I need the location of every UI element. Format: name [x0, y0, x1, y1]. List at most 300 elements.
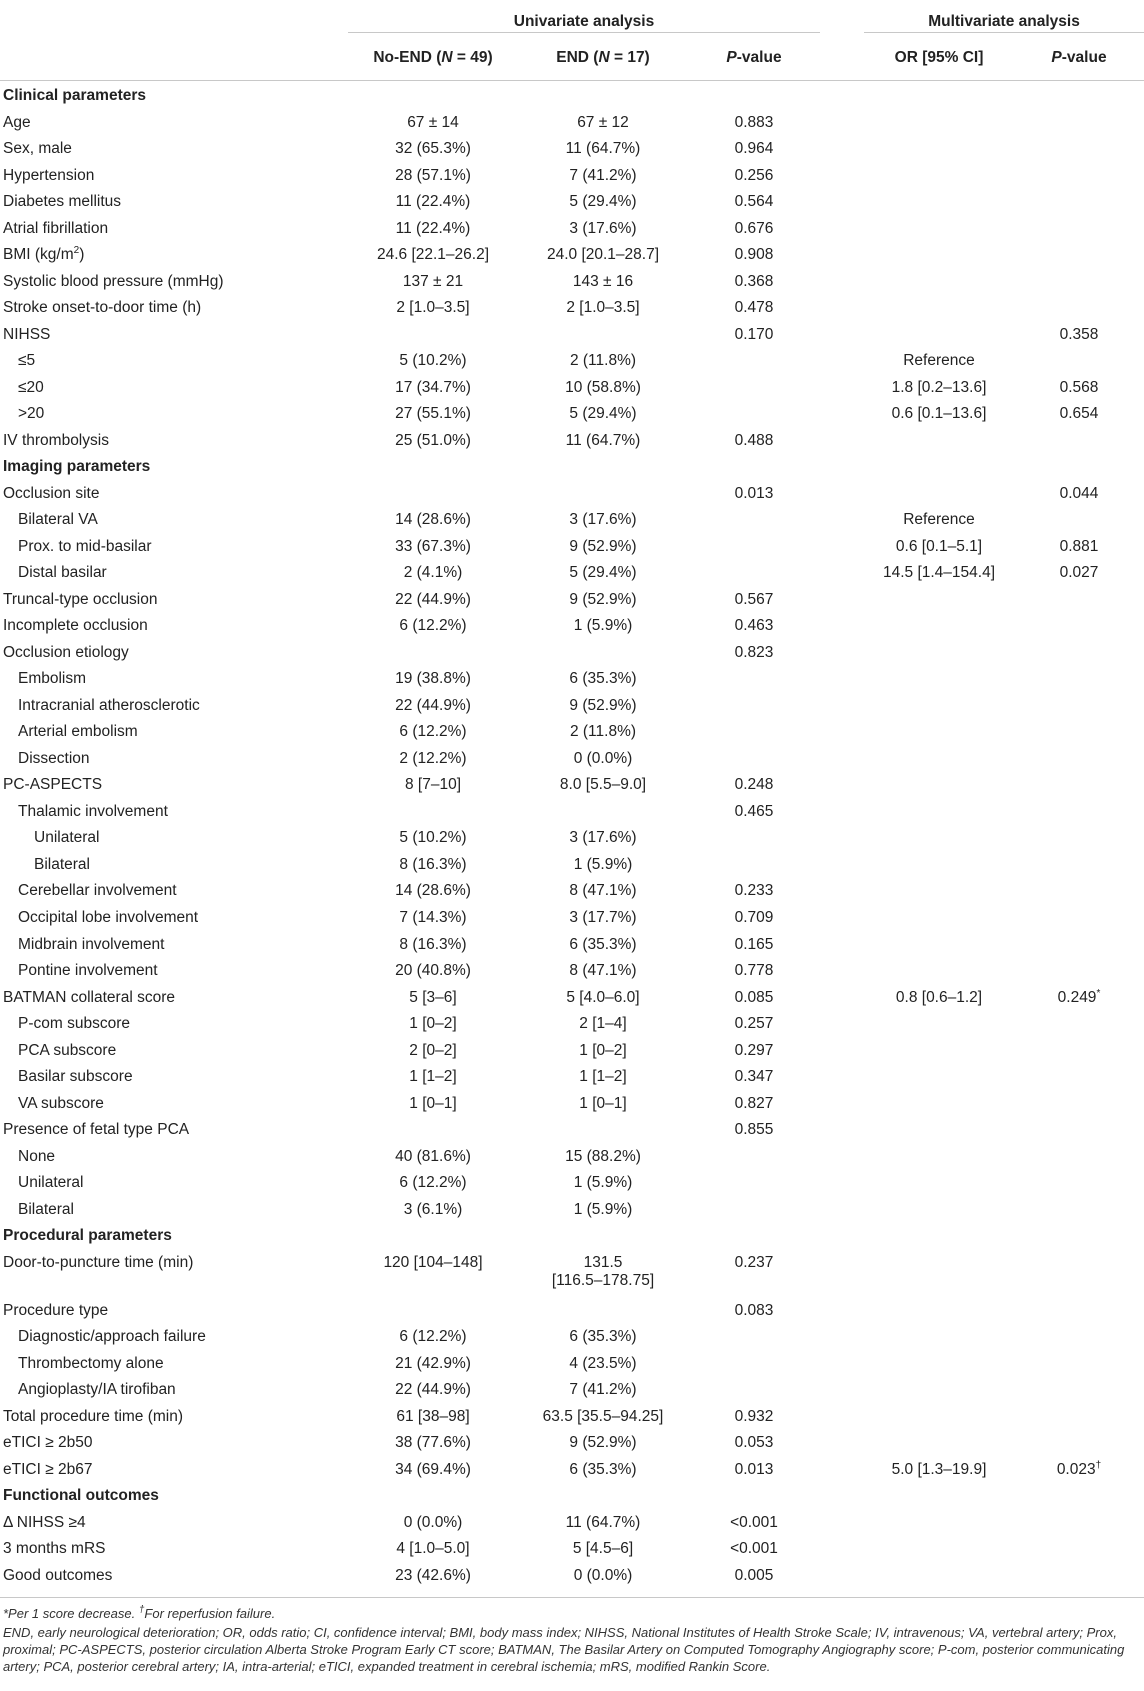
cell-pvalue-multi — [1014, 776, 1144, 803]
cell-pvalue-multi — [1014, 856, 1144, 883]
cell-pvalue: 0.237 — [734, 1253, 774, 1271]
row-label: BATMAN collateral score — [3, 988, 175, 1006]
cell-pvalue — [688, 564, 820, 591]
cell-or — [864, 1328, 1014, 1355]
empty-cell — [820, 856, 864, 883]
table-row — [0, 776, 1144, 803]
section-header-row — [0, 458, 1144, 485]
table-row — [0, 962, 1144, 989]
cell-noend: 14 (28.6%) — [395, 511, 471, 529]
table-row — [0, 1408, 1144, 1435]
cell-end: 1 [1–2] — [579, 1068, 627, 1086]
cell-end: 5 (29.4%) — [569, 405, 637, 423]
row-label: Incomplete occlusion — [3, 617, 148, 635]
table-row — [0, 936, 1144, 963]
cell-noend: 40 (81.6%) — [395, 1147, 471, 1165]
cell-or — [864, 273, 1014, 300]
cell-or: Reference — [903, 352, 975, 370]
row-label: Diagnostic/approach failure — [18, 1328, 206, 1346]
table-row — [0, 1095, 1144, 1122]
cell-pvalue: 0.257 — [734, 1015, 774, 1033]
empty-cell — [820, 326, 864, 353]
cell-or — [864, 1068, 1014, 1095]
univariate-header: Univariate analysis — [348, 8, 820, 36]
table-row — [0, 989, 1144, 1016]
empty-cell — [1014, 458, 1144, 485]
row-label: Occlusion site — [3, 484, 100, 502]
empty-cell — [820, 1355, 864, 1382]
empty-cell — [820, 1540, 864, 1567]
cell-noend: 4 [1.0–5.0] — [396, 1540, 470, 1558]
cell-or — [864, 909, 1014, 936]
cell-end: 15 (88.2%) — [565, 1147, 641, 1165]
cell-end: 1 (5.9%) — [573, 617, 633, 635]
table-row — [0, 856, 1144, 883]
cell-pvalue: 0.478 — [734, 299, 774, 317]
cell-pvalue-multi — [1014, 1201, 1144, 1228]
cell-pvalue-multi — [1014, 299, 1144, 326]
cell-end: 7 (41.2%) — [569, 1381, 637, 1399]
cell-end: 9 (52.9%) — [569, 537, 637, 555]
empty-cell — [820, 750, 864, 777]
cell-end: 2 (11.8%) — [569, 723, 637, 741]
cell-noend — [348, 485, 518, 512]
table-row — [0, 750, 1144, 777]
cell-end: 67 ± 12 — [577, 113, 629, 131]
col-header-end: END (N = 17) — [556, 49, 650, 66]
cell-or — [864, 167, 1014, 194]
row-label: Unilateral — [18, 1174, 84, 1192]
cell-end: 3 (17.7%) — [569, 908, 637, 926]
cell-pvalue: 0.233 — [734, 882, 774, 900]
empty-cell — [820, 936, 864, 963]
cell-pvalue: 0.823 — [734, 643, 774, 661]
row-label: Arterial embolism — [18, 723, 138, 741]
section-title: Clinical parameters — [3, 87, 147, 104]
cell-or: 0.6 [0.1–5.1] — [895, 537, 983, 555]
section-header-row — [0, 81, 1144, 114]
empty-cell — [820, 432, 864, 459]
cell-pvalue: 0.347 — [734, 1068, 774, 1086]
cell-end: 3 (17.6%) — [569, 511, 637, 529]
empty-cell — [820, 989, 864, 1016]
cell-noend: 25 (51.0%) — [395, 431, 471, 449]
cell-noend — [348, 1302, 518, 1329]
empty-cell — [820, 140, 864, 167]
col-header-noend: No-END (N = 49) — [373, 49, 493, 66]
table-body — [0, 81, 1144, 1598]
table-row — [0, 1015, 1144, 1042]
row-label: >20 — [18, 405, 45, 423]
cell-pvalue-multi — [1014, 1121, 1144, 1148]
empty-cell — [820, 1408, 864, 1435]
table-row — [0, 273, 1144, 300]
empty-cell — [518, 1227, 688, 1254]
empty-cell — [820, 1328, 864, 1355]
cell-noend: 8 (16.3%) — [399, 935, 467, 953]
cell-end: 1 (5.9%) — [573, 1174, 633, 1192]
row-label: Intracranial atherosclerotic — [18, 696, 200, 714]
table-row — [0, 1121, 1144, 1148]
empty-cell — [1014, 1227, 1144, 1254]
col-header-or: OR [95% CI] — [894, 49, 984, 66]
cell-pvalue-multi — [1014, 273, 1144, 300]
cell-pvalue-multi: 0.654 — [1059, 405, 1099, 423]
row-label: ≤5 — [18, 352, 36, 370]
results-table — [0, 8, 1144, 1598]
empty-cell — [820, 485, 864, 512]
cell-pvalue-multi — [1014, 1381, 1144, 1408]
cell-pvalue-multi — [1014, 220, 1144, 247]
cell-end: 5 (29.4%) — [569, 193, 637, 211]
cell-noend: 19 (38.8%) — [395, 670, 471, 688]
table-row — [0, 1068, 1144, 1095]
cell-pvalue: 0.083 — [734, 1301, 774, 1319]
cell-pvalue-multi — [1014, 962, 1144, 989]
cell-noend: 6 (12.2%) — [399, 1328, 467, 1346]
cell-pvalue — [688, 1381, 820, 1408]
cell-end: 11 (64.7%) — [565, 1513, 641, 1531]
table-row — [0, 670, 1144, 697]
table-row — [0, 1355, 1144, 1382]
cell-pvalue: 0.908 — [734, 246, 774, 264]
cell-pvalue: 0.964 — [734, 140, 774, 158]
table-row — [0, 1254, 1144, 1302]
cell-or — [864, 882, 1014, 909]
empty-cell — [820, 1461, 864, 1488]
cell-pvalue-multi — [1014, 1408, 1144, 1435]
empty-cell — [820, 962, 864, 989]
cell-pvalue-multi: 0.044 — [1059, 484, 1099, 502]
empty-cell — [820, 379, 864, 406]
cell-pvalue: 0.165 — [734, 935, 774, 953]
cell-noend: 8 [7–10] — [404, 776, 462, 794]
cell-or — [864, 1434, 1014, 1461]
table-row — [0, 644, 1144, 671]
empty-cell — [820, 1567, 864, 1598]
cell-pvalue-multi — [1014, 352, 1144, 379]
cell-noend: 11 (22.4%) — [395, 219, 471, 237]
empty-cell — [820, 776, 864, 803]
cell-pvalue — [688, 1148, 820, 1175]
cell-noend — [348, 644, 518, 671]
empty-cell — [820, 617, 864, 644]
table-row — [0, 617, 1144, 644]
cell-end: 2 (11.8%) — [569, 352, 637, 370]
cell-or — [864, 776, 1014, 803]
cell-or — [864, 1540, 1014, 1567]
table-row — [0, 1514, 1144, 1541]
row-label: Angioplasty/IA tirofiban — [18, 1381, 176, 1399]
row-label: Sex, male — [3, 140, 72, 158]
row-label: Occlusion etiology — [3, 643, 129, 661]
empty-cell — [820, 1514, 864, 1541]
cell-or — [864, 1095, 1014, 1122]
empty-cell — [820, 1434, 864, 1461]
cell-end: 3 (17.6%) — [569, 829, 637, 847]
empty-cell — [820, 644, 864, 671]
cell-noend: 23 (42.6%) — [395, 1566, 471, 1584]
empty-cell — [820, 1227, 864, 1254]
table-row — [0, 405, 1144, 432]
row-label: 3 months mRS — [3, 1540, 106, 1558]
cell-pvalue-multi — [1014, 909, 1144, 936]
table-row — [0, 1434, 1144, 1461]
empty-cell — [820, 723, 864, 750]
cell-noend — [348, 1121, 518, 1148]
cell-end — [518, 326, 688, 353]
cell-end: 4 (23.5%) — [569, 1354, 637, 1372]
table-row — [0, 1302, 1144, 1329]
cell-noend: 21 (42.9%) — [395, 1354, 471, 1372]
cell-noend: 20 (40.8%) — [395, 962, 471, 980]
cell-pvalue-multi — [1014, 644, 1144, 671]
empty-cell — [820, 803, 864, 830]
cell-pvalue: 0.463 — [734, 617, 774, 635]
empty-cell — [820, 1174, 864, 1201]
cell-pvalue-multi — [1014, 1355, 1144, 1382]
cell-or — [864, 617, 1014, 644]
cell-end: 6 (35.3%) — [569, 935, 637, 953]
cell-noend: 6 (12.2%) — [399, 617, 467, 635]
empty-cell — [518, 81, 688, 114]
footnote-symbols: *Per 1 score decrease. †For reperfusion failure. — [3, 1604, 276, 1621]
table-row — [0, 909, 1144, 936]
table-row — [0, 379, 1144, 406]
row-label: Bilateral VA — [18, 511, 98, 529]
row-label: Total procedure time (min) — [3, 1407, 184, 1425]
row-label: PC-ASPECTS — [3, 776, 103, 794]
cell-pvalue: 0.013 — [734, 484, 774, 502]
table-row — [0, 1201, 1144, 1228]
cell-or — [864, 432, 1014, 459]
empty-cell — [820, 697, 864, 724]
cell-noend: 27 (55.1%) — [395, 405, 471, 423]
empty-cell — [820, 220, 864, 247]
cell-or — [864, 1355, 1014, 1382]
row-label: Hypertension — [3, 166, 95, 184]
cell-or — [864, 326, 1014, 353]
cell-or — [864, 936, 1014, 963]
cell-end: 0 (0.0%) — [573, 1566, 633, 1584]
cell-pvalue-multi — [1014, 882, 1144, 909]
cell-noend: 14 (28.6%) — [395, 882, 471, 900]
empty-cell — [820, 1254, 864, 1302]
cell-pvalue — [688, 1174, 820, 1201]
cell-end: 8 (47.1%) — [569, 882, 637, 900]
cell-noend: 2 [1.0–3.5] — [396, 299, 470, 317]
empty-cell — [820, 273, 864, 300]
empty-cell — [820, 167, 864, 194]
cell-noend: 5 (10.2%) — [399, 352, 467, 370]
empty-cell — [864, 1487, 1014, 1514]
cell-pvalue: 0.778 — [734, 962, 774, 980]
cell-end: 2 [1–4] — [579, 1015, 627, 1033]
cell-noend: 61 [38–98] — [396, 1407, 470, 1425]
cell-noend: 11 (22.4%) — [395, 193, 471, 211]
empty-cell — [820, 193, 864, 220]
row-label: Distal basilar — [18, 564, 107, 582]
table-row — [0, 882, 1144, 909]
cell-noend: 1 [0–2] — [409, 1015, 457, 1033]
cell-pvalue: 0.883 — [734, 113, 774, 131]
cell-pvalue-multi — [1014, 1148, 1144, 1175]
cell-pvalue-multi — [1014, 1068, 1144, 1095]
cell-pvalue — [688, 379, 820, 406]
section-title: Procedural parameters — [3, 1227, 172, 1245]
empty-cell — [518, 458, 688, 485]
cell-noend: 8 (16.3%) — [399, 855, 467, 873]
cell-noend: 6 (12.2%) — [399, 723, 467, 741]
row-label: Bilateral — [18, 1200, 74, 1218]
cell-or — [864, 193, 1014, 220]
cell-noend: 22 (44.9%) — [395, 1381, 471, 1399]
cell-pvalue-multi: 0.568 — [1059, 378, 1099, 396]
row-label: Atrial fibrillation — [3, 219, 109, 237]
cell-pvalue-multi — [1014, 1434, 1144, 1461]
row-label: eTICI ≥ 2b50 — [3, 1434, 93, 1452]
cell-or — [864, 1201, 1014, 1228]
empty-cell — [820, 1201, 864, 1228]
cell-pvalue — [688, 856, 820, 883]
empty-cell — [820, 670, 864, 697]
table-row — [0, 803, 1144, 830]
cell-or: 0.6 [0.1–13.6] — [891, 405, 987, 423]
row-label: Δ NIHSS ≥4 — [3, 1513, 86, 1531]
table-row — [0, 432, 1144, 459]
empty-cell — [820, 1068, 864, 1095]
cell-pvalue — [688, 405, 820, 432]
cell-noend: 33 (67.3%) — [395, 537, 471, 555]
cell-pvalue-multi — [1014, 670, 1144, 697]
cell-or — [864, 829, 1014, 856]
cell-end — [518, 1121, 688, 1148]
row-label: Thalamic involvement — [18, 802, 168, 820]
cell-or — [864, 485, 1014, 512]
cell-end: 7 (41.2%) — [569, 166, 637, 184]
cell-or — [864, 697, 1014, 724]
cell-pvalue-multi — [1014, 1540, 1144, 1567]
cell-noend: 2 (4.1%) — [403, 564, 463, 582]
cell-pvalue: 0.013 — [734, 1460, 774, 1478]
cell-pvalue: 0.085 — [734, 988, 774, 1006]
empty-cell — [864, 81, 1014, 114]
empty-cell — [820, 1302, 864, 1329]
cell-or — [864, 1408, 1014, 1435]
empty-cell — [348, 1487, 518, 1514]
table-row — [0, 299, 1144, 326]
empty-cell — [820, 1015, 864, 1042]
empty-cell — [1014, 81, 1144, 114]
empty-cell — [820, 1381, 864, 1408]
table-row — [0, 1042, 1144, 1069]
cell-noend: 38 (77.6%) — [395, 1434, 471, 1452]
empty-cell — [820, 1042, 864, 1069]
cell-pvalue-multi — [1014, 591, 1144, 618]
cell-or — [864, 1042, 1014, 1069]
cell-pvalue — [688, 538, 820, 565]
empty-cell — [820, 246, 864, 273]
cell-or — [864, 1302, 1014, 1329]
cell-pvalue-multi — [1014, 750, 1144, 777]
cell-pvalue-multi — [1014, 246, 1144, 273]
empty-cell — [820, 1148, 864, 1175]
cell-or — [864, 962, 1014, 989]
cell-pvalue-multi: 0.023† — [1056, 1459, 1102, 1478]
footnote-abbreviations: END, early neurological deterioration; OR, odds ratio; CI, confidence interval; BMI, body mass index; NIHSS, National Institutes of Health Stroke Scale; IV, intravenous; VA, vertebral artery; Prox, proximal; PC-ASPECTS, posterior circulation Alberta Stroke Program Early CT score; BATMAN, The Basilar Artery on Computed Tomography Angiography score; P-com, posterior communicating artery; PCA, posterior cerebral artery; IA, intra-arterial; eTICI, expanded treatment in cerebral ischemia; mRS, modified Rankin Score. — [3, 1625, 1125, 1674]
table-row — [0, 538, 1144, 565]
cell-noend: 1 [0–1] — [409, 1094, 457, 1112]
row-label: Pontine involvement — [18, 962, 158, 980]
cell-pvalue: 0.567 — [734, 590, 774, 608]
cell-noend: 22 (44.9%) — [395, 590, 471, 608]
table-row — [0, 697, 1144, 724]
empty-cell — [820, 909, 864, 936]
cell-pvalue: 0.248 — [734, 776, 774, 794]
row-label: Midbrain involvement — [18, 935, 165, 953]
cell-or — [864, 803, 1014, 830]
table-row — [0, 511, 1144, 538]
table-row — [0, 352, 1144, 379]
cell-pvalue-multi — [1014, 1015, 1144, 1042]
cell-pvalue — [688, 1201, 820, 1228]
table-row — [0, 485, 1144, 512]
cell-pvalue-multi — [1014, 1174, 1144, 1201]
cell-end: 0 (0.0%) — [573, 749, 633, 767]
cell-noend — [348, 326, 518, 353]
cell-or — [864, 1381, 1014, 1408]
cell-pvalue: 0.564 — [734, 193, 774, 211]
cell-end: 9 (52.9%) — [569, 590, 637, 608]
cell-pvalue-multi — [1014, 829, 1144, 856]
table-row — [0, 1148, 1144, 1175]
cell-pvalue-multi: 0.358 — [1059, 325, 1099, 343]
cell-end: 131.5 [116.5–178.75] — [551, 1253, 655, 1289]
cell-pvalue-multi — [1014, 511, 1144, 538]
section-title: Functional outcomes — [3, 1487, 159, 1505]
table-row — [0, 246, 1144, 273]
empty-cell — [688, 1227, 820, 1254]
table-row — [0, 1540, 1144, 1567]
cell-end: 8.0 [5.5–9.0] — [559, 776, 647, 794]
cell-or — [864, 114, 1014, 141]
cell-or — [864, 220, 1014, 247]
cell-pvalue: 0.676 — [734, 219, 774, 237]
table-row — [0, 167, 1144, 194]
row-label: Diabetes mellitus — [3, 193, 122, 211]
table-row — [0, 723, 1144, 750]
cell-pvalue — [688, 697, 820, 724]
col-header-pvalue-multi: P-value — [1051, 49, 1107, 66]
cell-noend: 28 (57.1%) — [395, 166, 471, 184]
cell-pvalue: 0.005 — [734, 1566, 774, 1584]
row-label: BMI $(kg/m^2)$ — [3, 244, 85, 264]
cell-pvalue-multi — [1014, 1042, 1144, 1069]
cell-pvalue — [688, 670, 820, 697]
cell-end: 11 (64.7%) — [565, 140, 641, 158]
cell-end: 6 (35.3%) — [569, 1328, 637, 1346]
table-row — [0, 1328, 1144, 1355]
table-row — [0, 220, 1144, 247]
empty-cell — [688, 1487, 820, 1514]
cell-or — [864, 670, 1014, 697]
cell-pvalue-multi — [1014, 1328, 1144, 1355]
cell-end: 9 (52.9%) — [569, 696, 637, 714]
cell-pvalue-multi: 0.249* — [1057, 987, 1101, 1006]
section-header-row — [0, 1487, 1144, 1514]
empty-cell — [820, 591, 864, 618]
table-row — [0, 564, 1144, 591]
